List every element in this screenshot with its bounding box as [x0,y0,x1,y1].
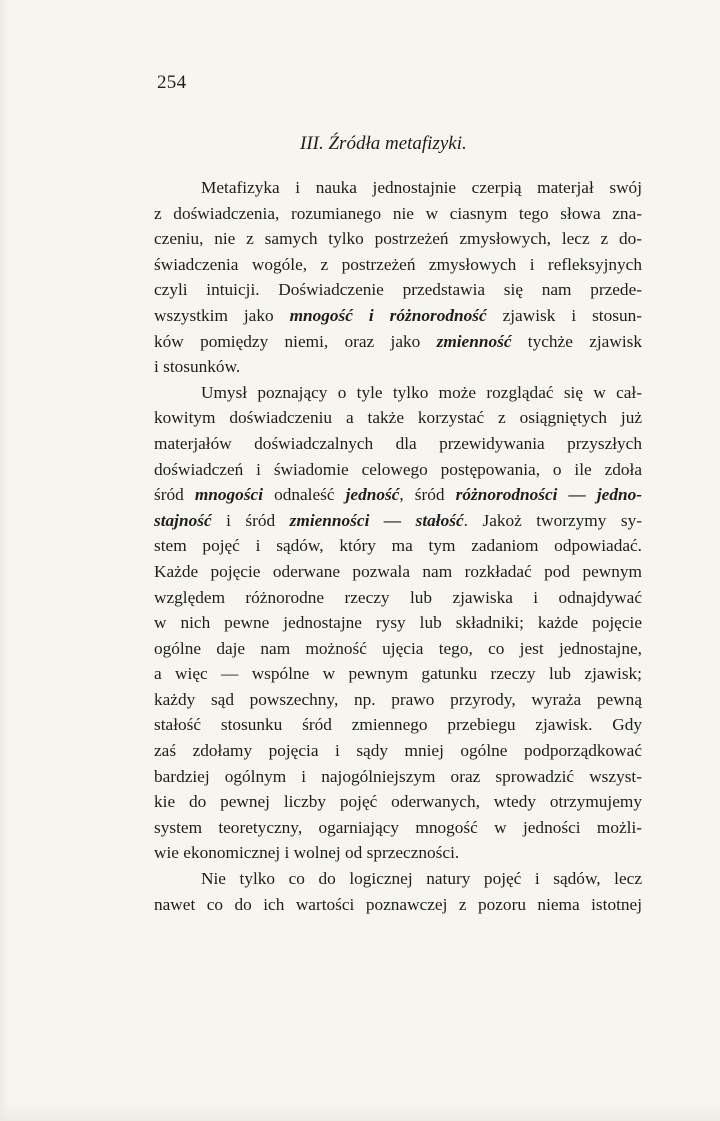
text-line [154,687,642,713]
text-run: Każde pojęcie oderwane pozwala nam rozkładać pod pewnym [154,561,642,581]
emphasized-text: mnogość i różnorodność [289,305,487,325]
text-run: odnaleść [263,485,346,505]
text-run: śród [154,485,195,505]
text-line [154,277,642,303]
text-run: z doświadczenia, rozumianego nie w ciasnym tego słowa zna- [154,203,642,223]
emphasized-text: jedność [345,485,400,505]
text-run: Metafizyka i nauka jednostajnie czerpią materjał swój [201,178,642,197]
text-line [154,508,642,534]
text-run: ków pomiędzy niemi, oraz jako [154,331,437,351]
text-run: czeniu, nie z samych tylko postrzeżeń zmysłowych, lecz z do- [154,229,642,249]
paragraph [154,380,642,866]
text-line [154,354,642,380]
text-run: a więc — wspólne w pewnym gatunku rzeczy lub zjawisk; [154,664,642,684]
text-run: stem pojęć i sądów, który ma tym zadaniom odpowiadać. [154,536,642,556]
emphasized-text: stajność [154,510,212,530]
text-run: Nie tylko co do logicznej natury pojęć i sądów, lecz [201,869,642,889]
text-run: świadczenia wogóle, z postrzeżeń zmysłowych i refleksyjnych [154,254,642,274]
text-run: nawet co do ich wartości poznawczej z pozoru niema istotnej [154,894,642,914]
emphasized-text: zmienność [436,331,512,351]
emphasized-text: różnorodności — jedno- [455,485,642,505]
text-line [154,840,642,866]
text-line [154,380,642,406]
text-line [154,533,642,559]
text-line [154,636,642,662]
text-line [154,892,642,918]
text-run: czyli intuicji. Doświadczenie przedstawia się nam przede- [154,280,642,300]
text-run: bardziej ogólnym i najogólniejszym oraz sprowadzić wszyst- [154,766,642,786]
text-line [154,303,642,329]
text-run: stałość stosunku śród zmiennego przebiegu zjawisk. Gdy [154,715,642,735]
text-run: zjawisk i stosun- [486,305,642,325]
text-line [154,815,642,841]
text-line [154,585,642,611]
scan-shadow-bottom [0,1103,720,1121]
text-line [154,661,642,687]
text-run: kie do pewnej liczby pojęć oderwanych, wtedy otrzymujemy [154,792,642,812]
text-run: zaś zdołamy pojęcia i sądy mniej ogólne podporządkować [154,741,642,761]
text-run: doświadczeń i świadomie celowego postępowania, o ile zdoła [154,459,642,479]
text-line [154,866,642,892]
text-line [154,764,642,790]
text-run: . Jakoż tworzymy sy- [463,510,642,530]
text-run: tychże zjawisk [511,331,642,351]
text-run: , śród [399,485,456,505]
text-line [154,559,642,585]
text-line [154,226,642,252]
text-line [154,175,642,201]
text-line [154,789,642,815]
text-line [154,405,642,431]
text-line [154,712,642,738]
paragraph [154,866,642,917]
text-run: materjałów doświadczalnych dla przewidywania przyszłych [154,433,642,453]
text-line [154,738,642,764]
text-run: ogólne daje nam możność ujęcia tego, co jest jednostajne, [154,638,642,658]
body-text [154,175,642,917]
emphasized-text: mnogości [194,485,264,505]
text-run: wie ekonomicznej i wolnej od sprzeczności. [154,843,460,863]
text-line [154,252,642,278]
text-run: wszystkim jako [154,305,290,325]
text-line [154,201,642,227]
scan-shadow-left [0,0,8,1121]
text-run: Umysł poznający o tyle tylko może rozglądać się w cał- [201,382,642,402]
text-run: każdy sąd powszechny, np. prawo przyrody, wyraża pewną [154,689,642,709]
text-line [154,482,642,508]
text-run: i stosunków. [154,357,241,377]
page-number: 254 [157,72,187,93]
paragraph [154,175,642,380]
text-run: i śród [211,510,290,530]
text-run: względem różnorodne rzeczy lub zjawiska i odnajdywać [154,587,642,607]
text-run: kowitym doświadczeniu a także korzystać z osiągniętych już [154,408,642,428]
text-line [154,610,642,636]
text-run: system teoretyczny, ogarniający mnogość w jedności możli- [154,817,642,837]
emphasized-text: zmienności — stałość [289,510,464,530]
text-line [154,457,642,483]
text-line [154,329,642,355]
section-title: III. Źródła metafizyki. [300,133,467,154]
text-line [154,431,642,457]
text-run: w nich pewne jednostajne rysy lub składniki; każde pojęcie [154,613,642,633]
